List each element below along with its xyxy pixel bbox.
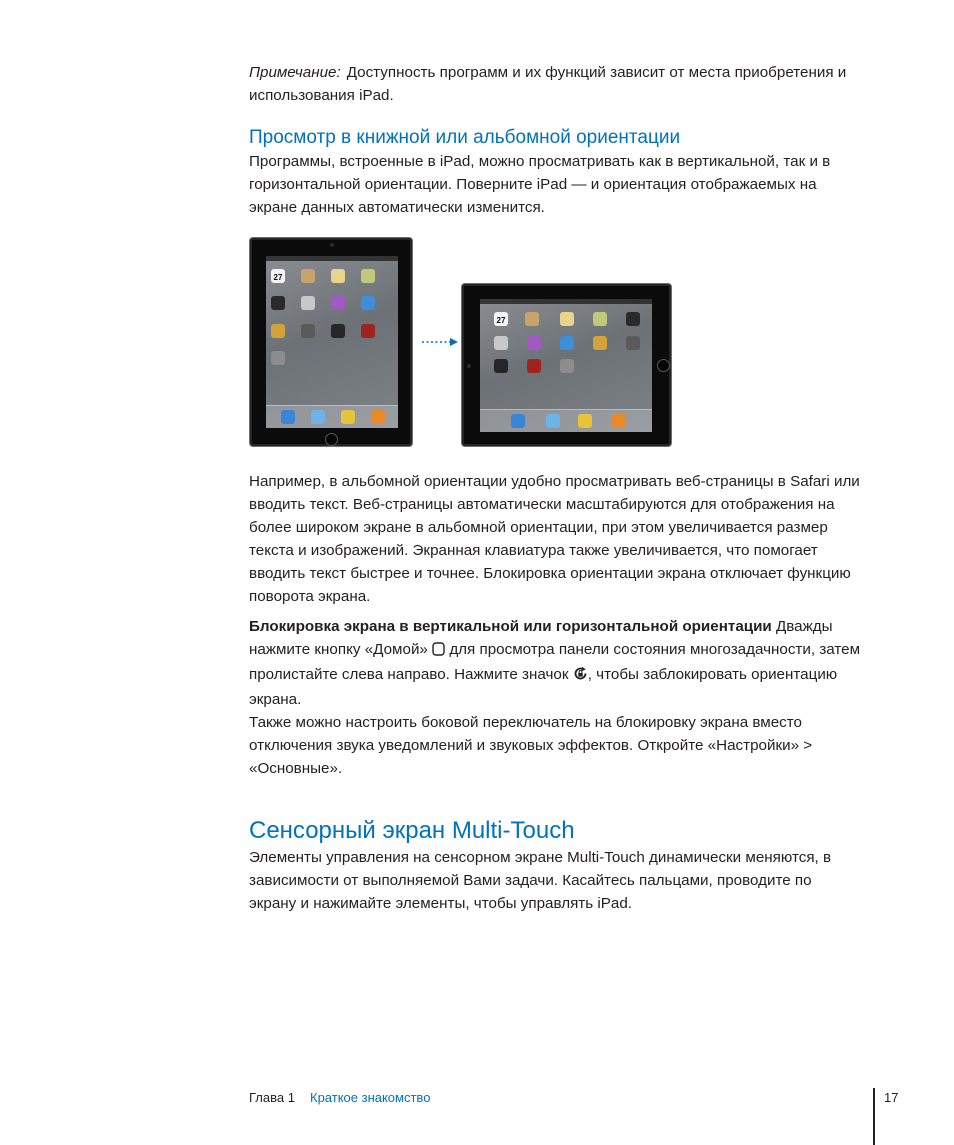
app-store-app-icon — [560, 336, 574, 350]
home-button-icon — [432, 640, 445, 663]
home-button — [325, 433, 338, 446]
youtube-app-icon — [301, 296, 315, 310]
notes-app-icon — [560, 312, 574, 326]
footer-chapter-title: Краткое знакомство — [310, 1090, 431, 1105]
rotation-arrow-icon — [421, 336, 461, 348]
maps-app-icon — [593, 312, 607, 326]
ipad-landscape-illustration — [461, 283, 672, 447]
ipod-dock-icon — [612, 414, 626, 428]
camera-app-icon — [527, 359, 541, 373]
contacts-app-icon — [301, 269, 315, 283]
photos-dock-icon — [341, 410, 355, 424]
calendar-app-icon — [271, 269, 285, 283]
mail-dock-icon — [311, 410, 325, 424]
front-camera — [467, 364, 471, 368]
settings-app-icon — [271, 351, 285, 365]
videos-app-icon — [271, 296, 285, 310]
settings-app-icon — [560, 359, 574, 373]
dock — [480, 409, 652, 432]
app-store-app-icon — [361, 296, 375, 310]
photo-booth-app-icon — [331, 324, 345, 338]
itunes-app-icon — [331, 296, 345, 310]
footer-divider — [873, 1088, 875, 1145]
itunes-app-icon — [527, 336, 541, 350]
orientation-lock-text-2: для просмотра панели состояния многозадачности, затем пролистайте слева направо. Нажмите значок — [249, 641, 861, 683]
multitouch-paragraph: Элементы управления на сенсорном экране Multi-Touch динамически меняются, в зависимости от выполняемой Вами задачи. Касайтесь пальцами, проводите по экрану и нажимайте элементы, чтобы управлять iPad. — [249, 849, 832, 912]
ipad-portrait-illustration — [249, 237, 413, 447]
mail-dock-icon — [546, 414, 560, 428]
footer-chapter-label: Глава 1 — [249, 1090, 295, 1105]
game-center-app-icon — [593, 336, 607, 350]
calendar-day: 27 — [496, 316, 506, 325]
orientation-lock-text-3: , чтобы заблокировать ориентацию экрана. — [249, 666, 838, 708]
note-paragraph — [249, 61, 874, 107]
note-label: Примечание: — [249, 64, 341, 81]
camera-app-icon — [361, 324, 375, 338]
home-button — [657, 359, 670, 372]
orientation-lock-run-in: Блокировка экрана в вертикальной или горизонтальной ориентации — [249, 618, 772, 635]
status-bar — [480, 299, 652, 304]
facetime-app-icon — [626, 336, 640, 350]
section-heading-multitouch: Сенсорный экран Multi-Touch — [249, 817, 575, 844]
note-text: Доступность программ и их функций зависит от места приобретения и использования iPad. — [249, 64, 847, 104]
orientation-lock-text-1: Дважды нажмите кнопку «Домой» — [249, 618, 833, 658]
videos-app-icon — [626, 312, 640, 326]
facetime-app-icon — [301, 324, 315, 338]
ipad-landscape-screen — [480, 299, 652, 432]
game-center-app-icon — [271, 324, 285, 338]
calendar-day: 27 — [273, 273, 283, 282]
photos-dock-icon — [578, 414, 592, 428]
safari-dock-icon — [281, 410, 295, 424]
ipad-portrait-screen — [266, 256, 398, 428]
ipod-dock-icon — [371, 410, 385, 424]
front-camera — [330, 243, 334, 247]
youtube-app-icon — [494, 336, 508, 350]
maps-app-icon — [361, 269, 375, 283]
status-bar — [266, 256, 398, 261]
section-heading-orientation: Просмотр в книжной или альбомной ориентации — [249, 127, 681, 148]
landscape-example-paragraph: Например, в альбомной ориентации удобно просматривать веб-страницы в Safari или вводить текст. Веб-страницы автоматически масштабируются для отображения на более широком экране в альбомной ориентации, при этом увеличивается размер текста и изображений. Экранная клавиатура также увеличивается, что помогает вводить текст быстрее и точнее. Блокировка ориентации экрана отключает функцию поворота экрана. — [249, 473, 860, 605]
notes-app-icon — [331, 269, 345, 283]
contacts-app-icon — [525, 312, 539, 326]
side-switch-paragraph: Также можно настроить боковой переключатель на блокировку экрана вместо отключения звука уведомлений и звуковых эффектов. Откройте «Настройки» > «Основные». — [249, 714, 813, 777]
calendar-app-icon — [494, 312, 508, 326]
page-number: 17 — [884, 1090, 899, 1105]
orientation-lock-icon — [573, 665, 588, 688]
dock — [266, 405, 398, 428]
orientation-lock-paragraph — [249, 615, 864, 711]
photo-booth-app-icon — [494, 359, 508, 373]
orientation-intro: Программы, встроенные в iPad, можно просматривать как в вертикальной, так и в горизонтальной ориентации. Поверните iPad — и ориентация отображаемых на экране данных автоматически изменится. — [249, 153, 831, 216]
safari-dock-icon — [511, 414, 525, 428]
